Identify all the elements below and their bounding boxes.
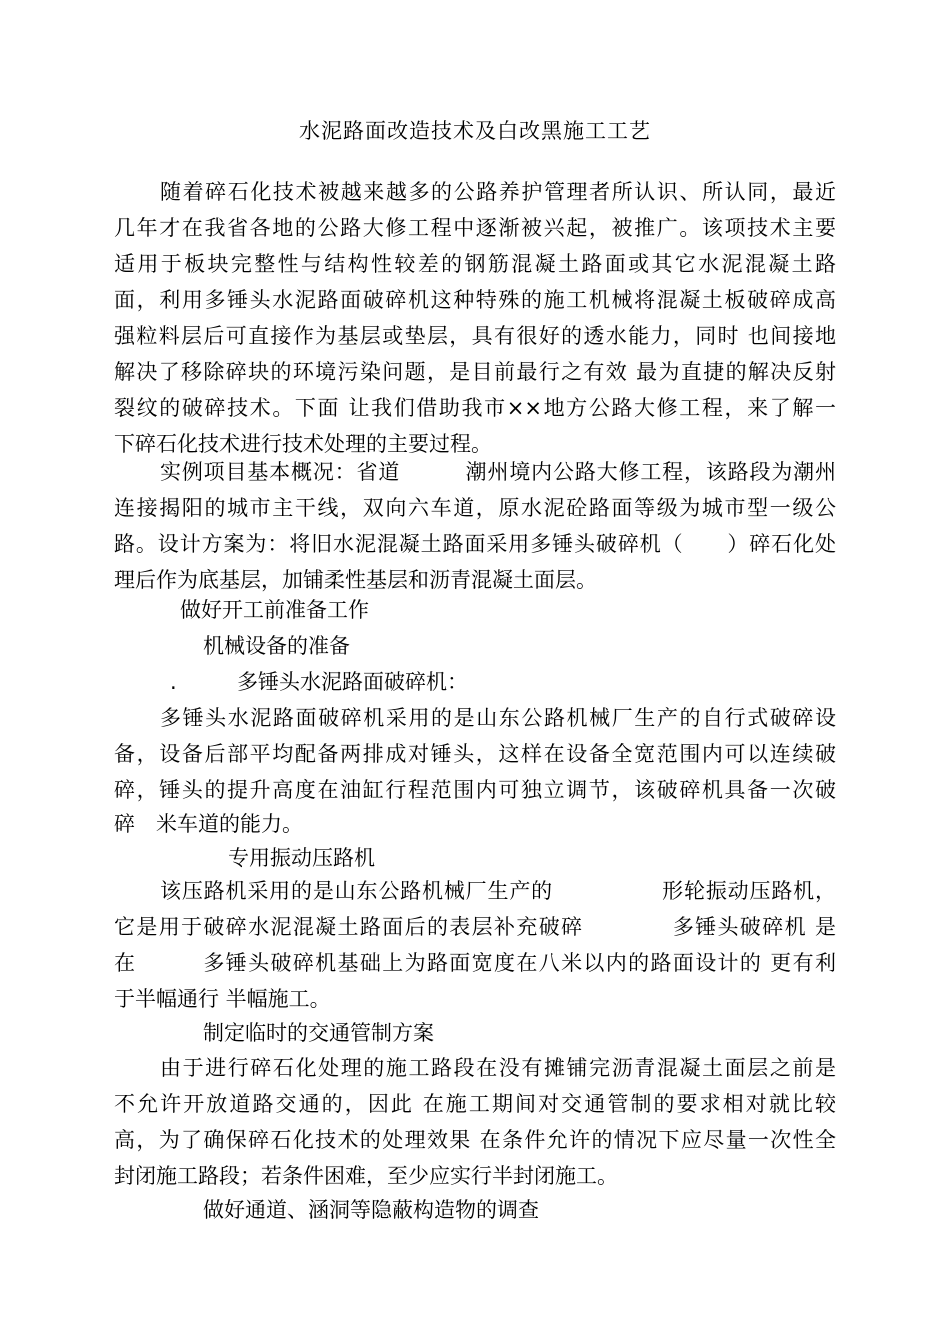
paragraph-line: 路。设计方案为：将旧水泥混凝土路面采用多锤头破碎机（ ）碎石化处: [114, 532, 836, 556]
paragraph-line: 封闭施工路段；若条件困难，至少应实行半封闭施工。: [114, 1164, 618, 1188]
item-heading: 多锤头水泥路面破碎机：: [237, 670, 468, 694]
paragraph-line: 强粒料层后可直接作为基层或垫层，具有很好的透水能力，同时 也间接地: [114, 324, 836, 348]
paragraph-line: 碎 米车道的能力。: [114, 812, 303, 836]
paragraph-line: 于半幅通行 半幅施工。: [114, 987, 331, 1011]
paragraph-line: 几年才在我省各地的公路大修工程中逐渐被兴起，被推广。该项技术主要: [114, 216, 836, 240]
document-title: 水泥路面改造技术及白改黑施工工艺: [299, 119, 651, 143]
paragraph-line: 高，为了确保碎石化技术的处理效果 在条件允许的情况下应尽量一次性全: [114, 1128, 836, 1152]
paragraph-line: 面，利用多锤头水泥路面破碎机这种特殊的施工机械将混凝土板破碎成高: [114, 288, 836, 312]
paragraph-line: 备，设备后部平均配备两排成对锤头，这样在设备全宽范围内可以连续破: [114, 742, 836, 766]
paragraph-line: 碎，锤头的提升高度在油缸行程范围内可独立调节，该破碎机具备一次破: [114, 778, 836, 802]
paragraph-line: 解决了移除碎块的环境污染问题，是目前最行之有效 最为直捷的解决反射: [114, 360, 836, 384]
bullet-mark: .: [170, 670, 177, 694]
item-heading: 专用振动压路机: [228, 846, 375, 870]
paragraph-line: 在 多锤头破碎机基础上为路面宽度在八米以内的路面设计的 更有利: [114, 951, 836, 975]
paragraph-line: 多锤头水泥路面破碎机采用的是山东公路机械厂生产的自行式破碎设: [160, 706, 836, 730]
section-heading: 做好开工前准备工作: [180, 598, 369, 622]
paragraph-line: 下碎石化技术进行技术处理的主要过程。: [114, 432, 492, 456]
subsection-heading: 做好通道、涵洞等隐蔽构造物的调查: [203, 1198, 539, 1222]
paragraph-line: 理后作为底基层，加铺柔性基层和沥青混凝土面层。: [114, 568, 597, 592]
paragraph-line: 由于进行碎石化处理的施工路段在没有摊铺完沥青混凝土面层之前是: [160, 1056, 836, 1080]
subsection-heading: 制定临时的交通管制方案: [203, 1021, 434, 1045]
paragraph-line: 适用于板块完整性与结构性较差的钢筋混凝土路面或其它水泥混凝土路: [114, 252, 836, 276]
paragraph-line: 不允许开放道路交通的，因此 在施工期间对交通管制的要求相对就比较: [114, 1092, 836, 1116]
paragraph-line: 实例项目基本概况：省道 潮州境内公路大修工程，该路段为潮州: [160, 460, 836, 484]
subsection-heading: 机械设备的准备: [203, 634, 350, 658]
paragraph-line: 连接揭阳的城市主干线，双向六车道，原水泥砼路面等级为城市型一级公: [114, 496, 836, 520]
paragraph-line: 它是用于破碎水泥混凝土路面后的表层补充破碎 多锤头破碎机 是: [114, 915, 836, 939]
paragraph-line: 随着碎石化技术被越来越多的公路养护管理者所认识、所认同，最近: [160, 180, 836, 204]
paragraph-line: 该压路机采用的是山东公路机械厂生产的 形轮振动压路机，: [160, 879, 836, 903]
paragraph-line: 裂纹的破碎技术。下面 让我们借助我市××地方公路大修工程，来了解一: [114, 396, 836, 420]
